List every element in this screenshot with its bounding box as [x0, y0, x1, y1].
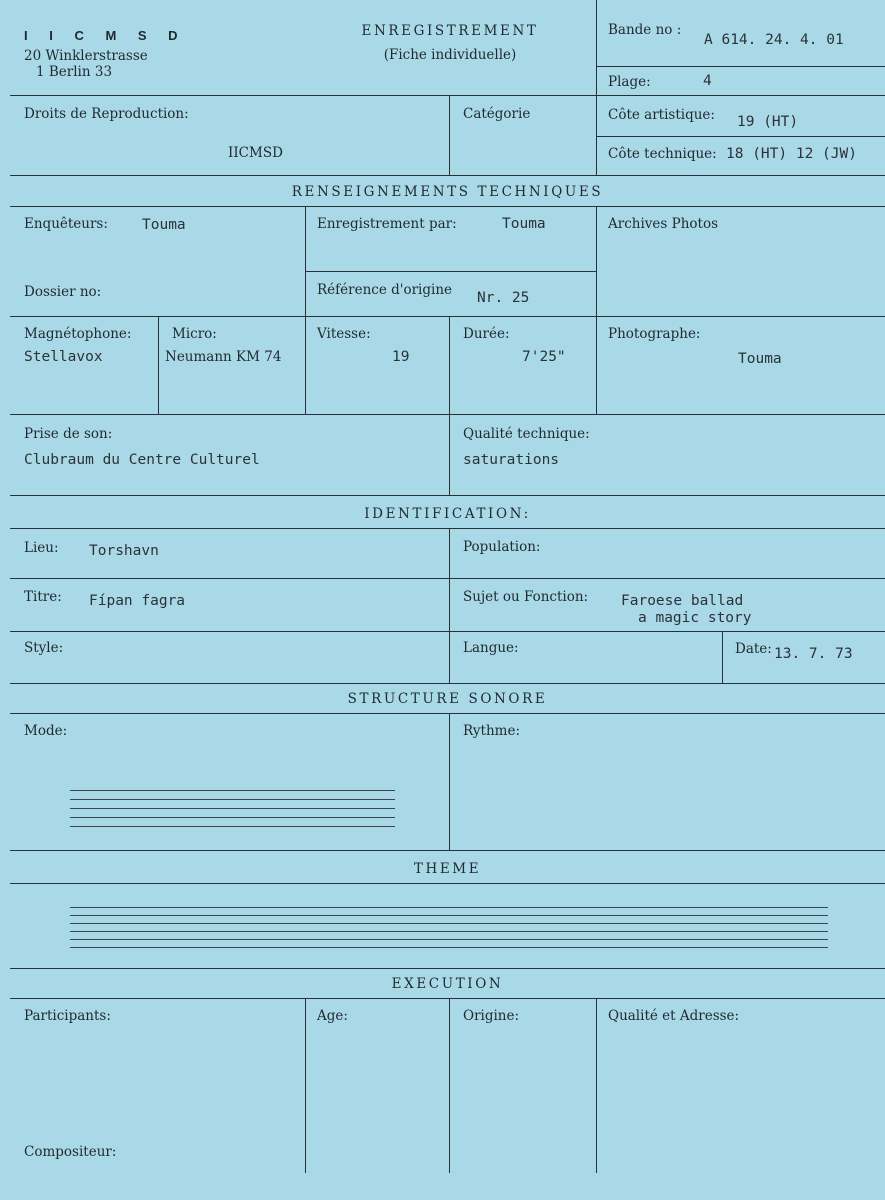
- vitesse-label: Vitesse:: [317, 326, 371, 342]
- vrule-qualite-adresse: [596, 998, 597, 1173]
- technique-section-title: RENSEIGNEMENTS TECHNIQUES: [291, 184, 604, 200]
- lieu-value: Torshavn: [89, 543, 159, 559]
- mode-staff-line: [70, 790, 395, 791]
- theme-staff-line: [70, 939, 828, 940]
- rule-rights-bottom: [10, 175, 885, 176]
- vrule-qualite: [449, 414, 450, 495]
- participants-label: Participants:: [24, 1008, 111, 1024]
- categorie-label: Catégorie: [463, 106, 531, 122]
- vrule-photographe: [596, 316, 597, 414]
- doc-title: ENREGISTREMENT: [361, 23, 539, 39]
- magnetophone-value: Stellavox: [24, 349, 103, 365]
- vrule-origine: [449, 998, 450, 1173]
- reference-label: Référence d'origine: [317, 282, 453, 298]
- prise-de-son-value: Clubraum du Centre Culturel: [24, 452, 260, 468]
- vrule-ident-mid: [449, 528, 450, 683]
- cote-technique-value: 18 (HT) 12 (JW): [726, 146, 857, 162]
- cote-artistique-value: 19 (HT): [737, 114, 799, 130]
- rule-header-bottom: [10, 95, 885, 96]
- qualite-adresse-label: Qualité et Adresse:: [608, 1008, 740, 1024]
- origine-label: Origine:: [463, 1008, 520, 1024]
- photographe-label: Photographe:: [608, 326, 701, 342]
- magnetophone-label: Magnétophone:: [24, 326, 132, 342]
- theme-staff-line: [70, 931, 828, 932]
- photographe-value: Touma: [738, 351, 782, 367]
- vrule-vitesse: [305, 316, 306, 414]
- doc-subtitle: (Fiche individuelle): [383, 47, 517, 63]
- cote-technique-label: Côte technique:: [608, 146, 717, 162]
- prise-de-son-label: Prise de son:: [24, 426, 113, 442]
- date-value: 13. 7. 73: [774, 646, 853, 662]
- vrule-categorie: [449, 95, 450, 175]
- rule-equipment-bottom: [10, 414, 885, 415]
- mode-staff-line: [70, 808, 395, 809]
- identification-section-title: IDENTIFICATION:: [364, 506, 531, 522]
- theme-staff-line: [70, 907, 828, 908]
- mode-label: Mode:: [24, 723, 68, 739]
- theme-staff-line: [70, 923, 828, 924]
- qualite-technique-value: saturations: [463, 452, 560, 468]
- population-label: Population:: [463, 539, 541, 555]
- bande-label: Bande no :: [608, 22, 682, 38]
- rule-structure-title-bottom: [10, 713, 885, 714]
- vrule-header-right: [596, 0, 597, 175]
- rule-plage-top: [597, 66, 885, 67]
- rule-tech-title-bottom: [10, 206, 885, 207]
- mode-staff-line: [70, 826, 395, 827]
- droits-label: Droits de Reproduction:: [24, 106, 189, 122]
- theme-staff-line: [70, 947, 828, 948]
- lieu-label: Lieu:: [24, 540, 59, 556]
- age-label: Age:: [317, 1008, 348, 1024]
- style-label: Style:: [24, 640, 64, 656]
- theme-section-title: THEME: [413, 861, 482, 877]
- duree-label: Durée:: [463, 326, 510, 342]
- droits-value: IICMSD: [228, 145, 283, 161]
- rythme-label: Rythme:: [463, 723, 521, 739]
- dossier-label: Dossier no:: [24, 284, 102, 300]
- titre-label: Titre:: [24, 589, 62, 605]
- sujet-value-line2: a magic story: [638, 610, 752, 626]
- langue-label: Langue:: [463, 640, 519, 656]
- vrule-duree: [449, 316, 450, 414]
- rule-style-bottom: [10, 683, 885, 684]
- theme-staff-line: [70, 915, 828, 916]
- sujet-value-line1: Faroese ballad: [621, 593, 744, 609]
- vrule-age: [305, 998, 306, 1173]
- enregistrement-par-value: Touma: [502, 216, 546, 232]
- org-city: 1 Berlin 33: [36, 64, 113, 80]
- enqueteurs-label: Enquêteurs:: [24, 216, 108, 232]
- micro-value: Neumann KM 74: [165, 349, 282, 365]
- rule-reference-top: [306, 271, 596, 272]
- enregistrement-par-label: Enregistrement par:: [317, 216, 457, 232]
- mode-staff-line: [70, 799, 395, 800]
- vrule-enregistrement: [305, 206, 306, 316]
- rule-exec-title-bottom: [10, 998, 885, 999]
- rule-ident-title-bottom: [10, 528, 885, 529]
- org-name: I I C M S D: [24, 28, 187, 43]
- plage-value: 4: [703, 73, 712, 89]
- rule-prise-bottom: [10, 495, 885, 496]
- archives-label: Archives Photos: [608, 216, 718, 232]
- micro-label: Micro:: [172, 326, 217, 342]
- sujet-label: Sujet ou Fonction:: [463, 589, 589, 605]
- date-label: Date:: [735, 641, 772, 657]
- duree-value: 7'25": [522, 349, 566, 365]
- vitesse-value: 19: [392, 349, 410, 365]
- bande-value: A 614. 24. 4. 01: [704, 32, 844, 48]
- rule-theme-title-bottom: [10, 883, 885, 884]
- rule-dossier-bottom: [10, 316, 885, 317]
- vrule-date: [722, 631, 723, 683]
- cote-artistique-label: Côte artistique:: [608, 107, 715, 123]
- rule-structure-bottom: [10, 850, 885, 851]
- rule-lieu-bottom: [10, 578, 885, 579]
- execution-section-title: EXECUTION: [391, 976, 504, 992]
- plage-label: Plage:: [608, 74, 651, 90]
- compositeur-label: Compositeur:: [24, 1144, 117, 1160]
- structure-section-title: STRUCTURE SONORE: [347, 691, 548, 707]
- vrule-archives: [596, 206, 597, 316]
- vrule-rythme: [449, 713, 450, 850]
- org-street: 20 Winklerstrasse: [24, 48, 148, 64]
- vrule-micro: [158, 316, 159, 414]
- rule-theme-bottom: [10, 968, 885, 969]
- enqueteurs-value: Touma: [142, 217, 186, 233]
- rule-titre-bottom: [10, 631, 885, 632]
- rule-cote-mid: [597, 136, 885, 137]
- mode-staff-line: [70, 817, 395, 818]
- titre-value: Fípan fagra: [89, 593, 186, 609]
- reference-value: Nr. 25: [477, 290, 530, 306]
- qualite-technique-label: Qualité technique:: [463, 426, 590, 442]
